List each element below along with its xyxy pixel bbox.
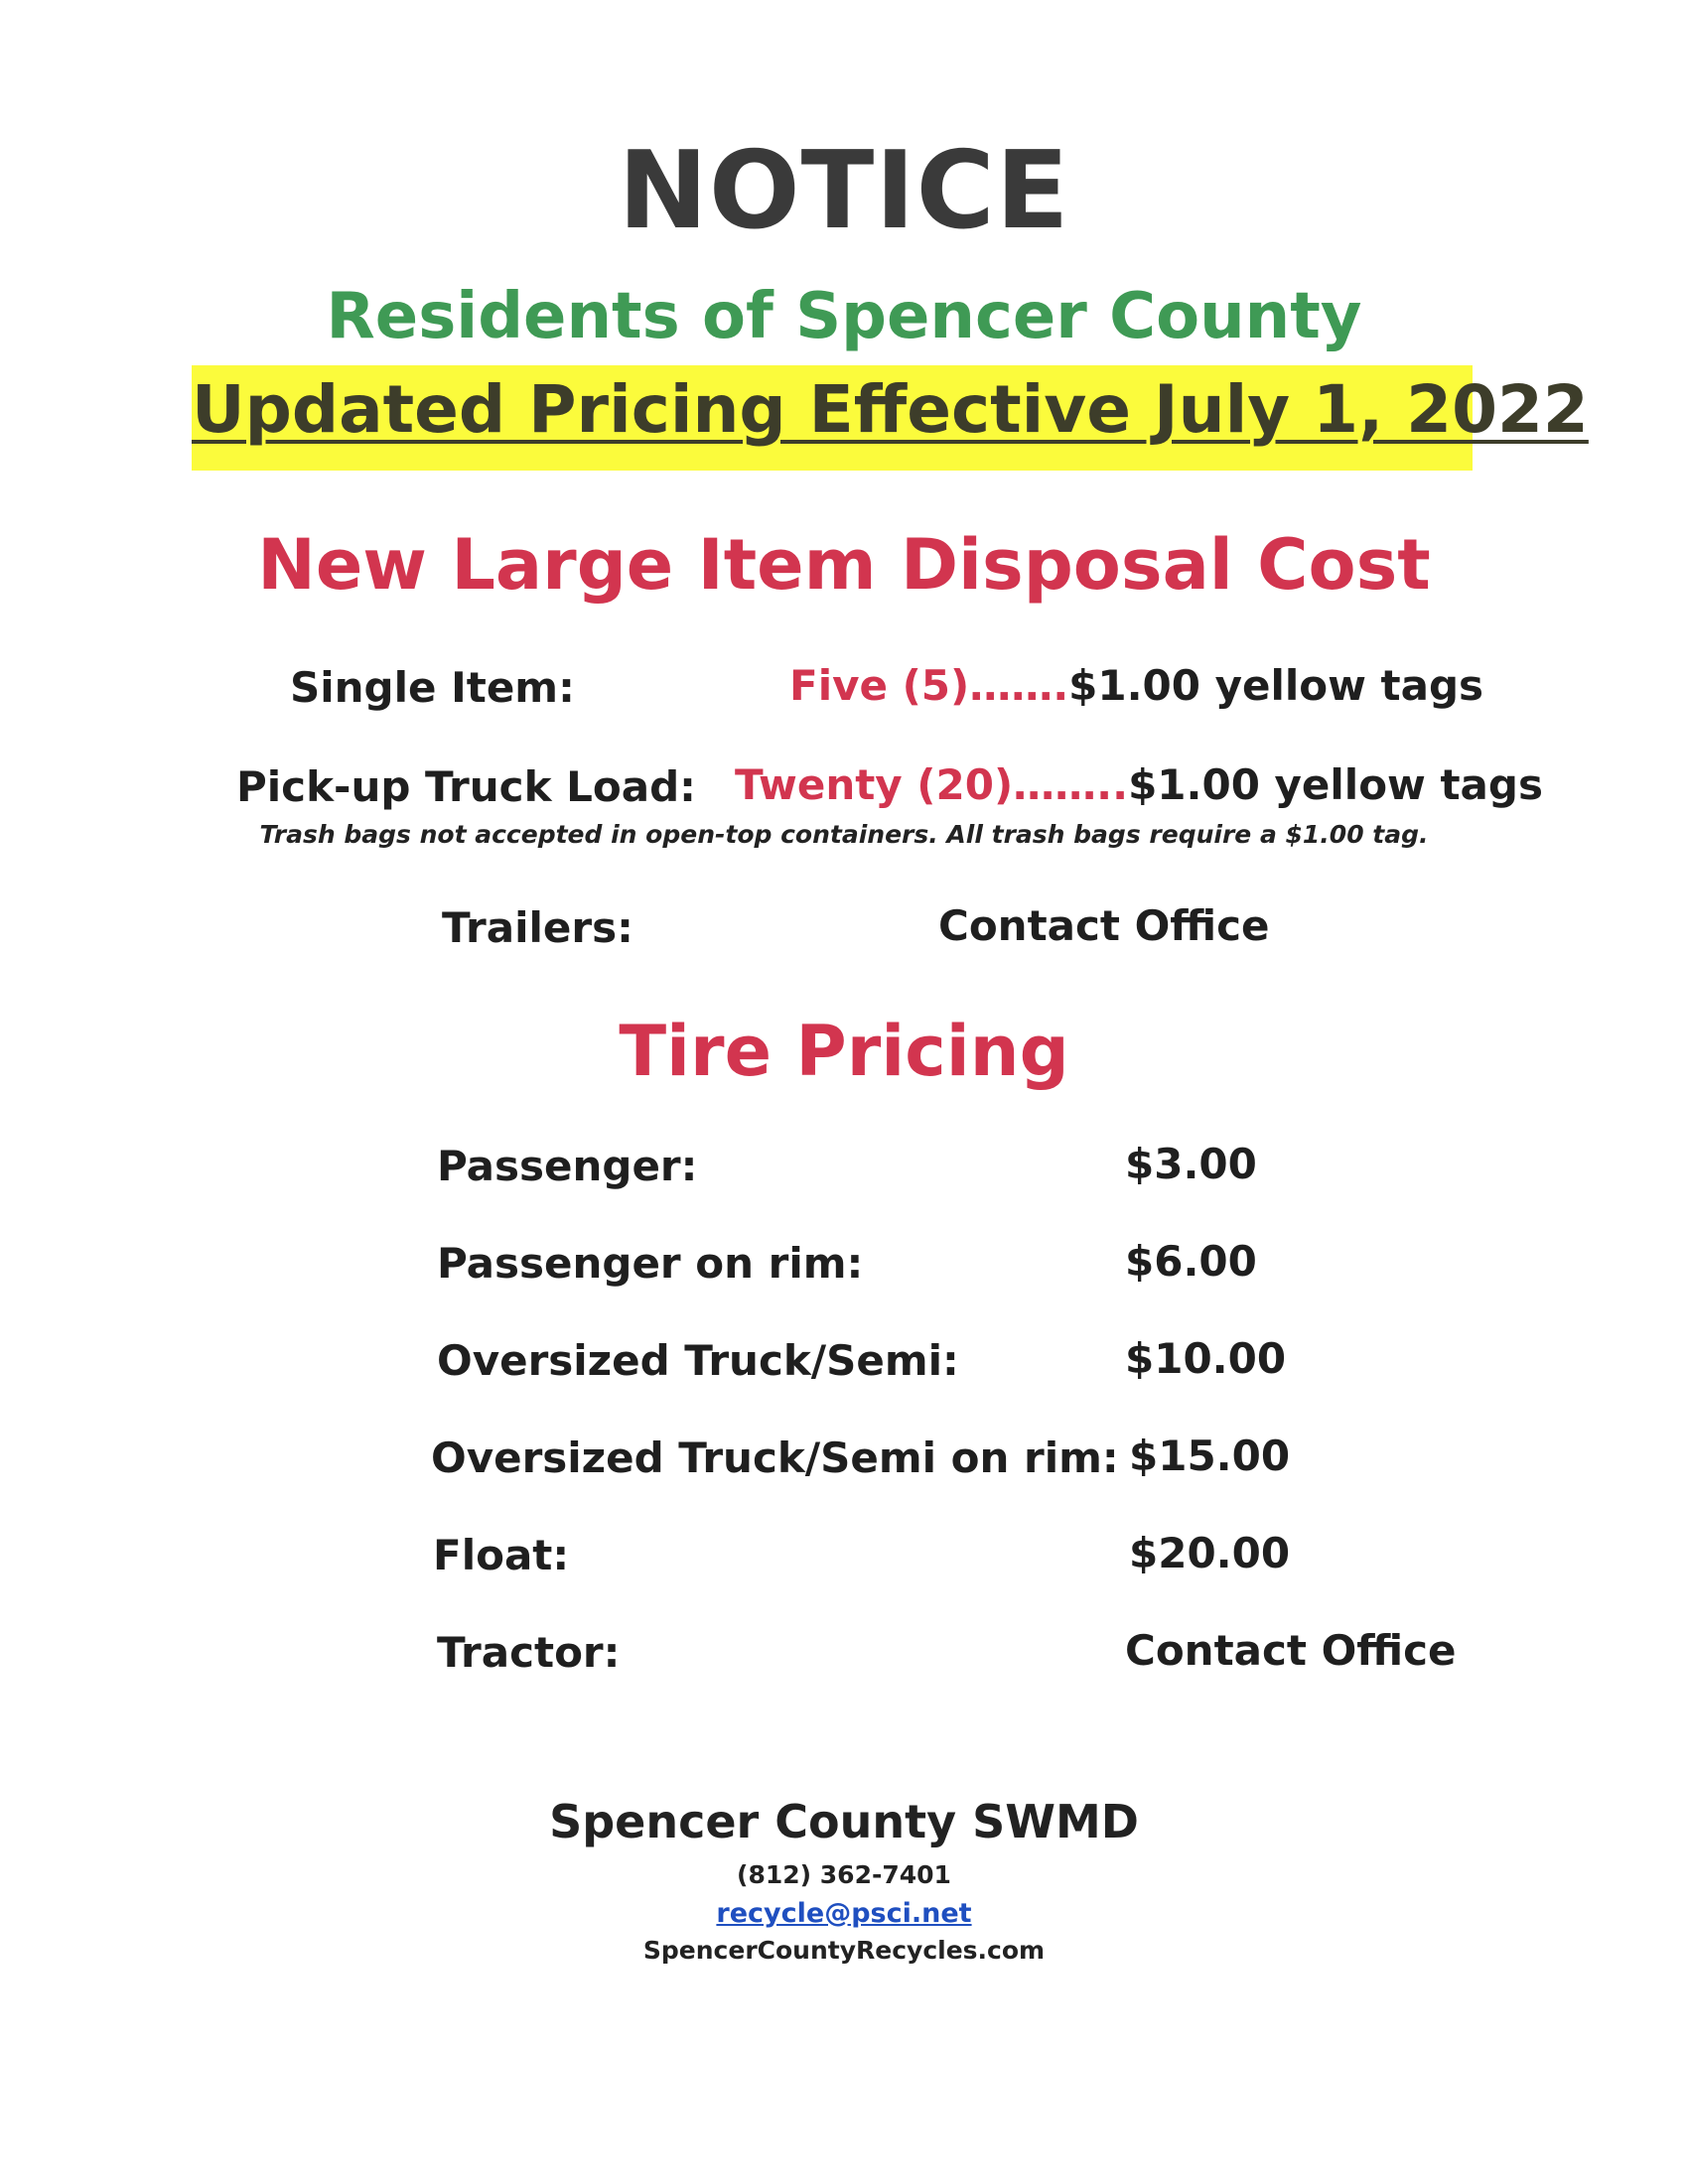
tire-row-label: Oversized Truck/Semi on rim: [431, 1433, 1119, 1482]
single-item-leader-dots: ……. [969, 661, 1069, 710]
single-item-tag-count: Five (5) [789, 661, 970, 710]
tire-pricing-heading: Tire Pricing [619, 1011, 1069, 1092]
effective-date-text: Updated Pricing Effective July 1, 2022 [192, 371, 1589, 448]
trailers-value: Contact Office [938, 901, 1270, 950]
truck-load-label: Pick-up Truck Load: [236, 762, 696, 811]
trash-bag-note: Trash bags not accepted in open-top containers. All trash bags require a $1.00 tag. [259, 820, 1429, 849]
tire-row-label: Passenger on rim: [437, 1239, 864, 1288]
tire-row-price: $3.00 [1125, 1140, 1257, 1188]
truck-load-tag-price: $1.00 yellow tags [1128, 760, 1543, 809]
tire-row-price: $6.00 [1125, 1237, 1257, 1286]
tire-row-label: Passenger: [437, 1142, 698, 1190]
notice-title: NOTICE [618, 129, 1070, 253]
tire-row-label: Tractor: [437, 1628, 621, 1677]
truck-load-price [735, 760, 1543, 809]
tire-row-price: Contact Office [1125, 1626, 1457, 1675]
contact-website: SpencerCountyRecycles.com [642, 1936, 1046, 1965]
residents-heading: Residents of Spencer County [326, 280, 1362, 353]
single-item-label: Single Item: [290, 663, 575, 712]
disposal-cost-heading: New Large Item Disposal Cost [257, 524, 1431, 606]
tire-row-price: $15.00 [1129, 1432, 1291, 1480]
effective-date-banner [192, 365, 1589, 471]
single-item-tag-price: $1.00 yellow tags [1068, 661, 1484, 710]
truck-load-leader-dots: …….. [1013, 760, 1129, 809]
contact-phone: (812) 362-7401 [737, 1860, 951, 1889]
trailers-label: Trailers: [442, 903, 633, 952]
single-item-price [789, 661, 1483, 710]
tire-row-label: Oversized Truck/Semi: [437, 1336, 959, 1385]
contact-email-link[interactable]: recycle@psci.net [716, 1898, 972, 1929]
truck-load-tag-count: Twenty (20) [735, 760, 1014, 809]
organization-name: Spencer County SWMD [549, 1795, 1139, 1848]
tire-row-price: $20.00 [1129, 1529, 1291, 1577]
tire-row-price: $10.00 [1125, 1334, 1287, 1383]
tire-row-label: Float: [433, 1531, 570, 1579]
